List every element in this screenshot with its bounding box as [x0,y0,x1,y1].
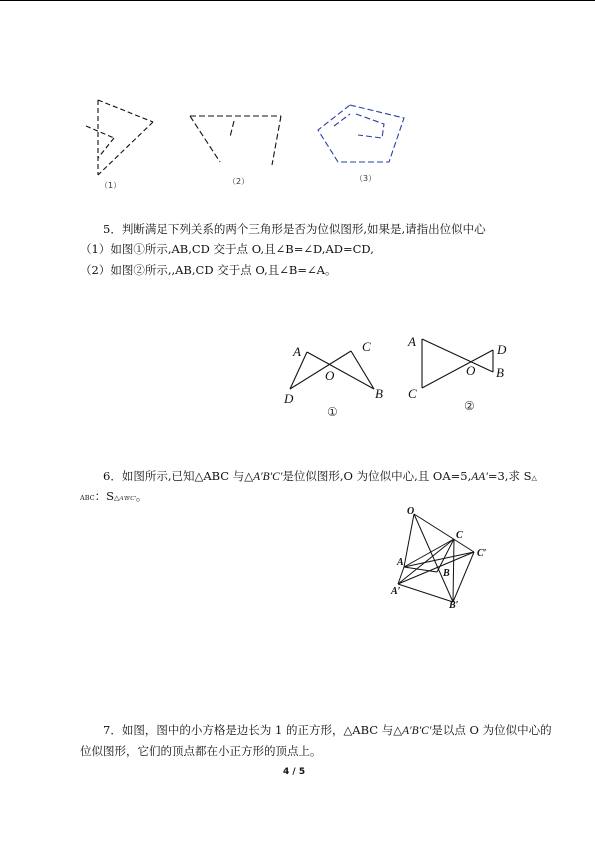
q5-title: 5．判断满足下列关系的两个三角形是否为位似图形,如果是,请指出位似中心 [103,222,486,236]
q5-fig1-label-d: D [284,391,294,406]
q5-fig2-label-c: C [408,386,417,401]
q6-period: 。 [135,489,148,503]
figure-1-sketch [82,98,152,178]
q5-fig1-label-a: A [293,344,301,359]
q7-text-a: 7．如图，图中的小方格是边长为 1 的正方形，△ABC 与△ [103,723,403,737]
q6-fig-label-c: C [456,530,463,541]
q6-sub-prime: A′B′C′ [119,495,136,502]
q5-item-2: （2）如图②所示,,AB,CD 交于点 O,且∠B=∠A。 [80,263,337,277]
q5-fig1-label-o: O [325,368,335,383]
q6-fig-label-a: A [397,557,404,568]
q6-fig-label-a-prime: A′ [391,586,401,597]
q6-text-a: 6．如图所示,已知△ABC 与△ [103,469,254,483]
q5-figure-1 [282,338,392,423]
q5-item-1: （1）如图①所示,AB,CD 交于点 O,且∠B=∠D,AD=CD, [80,242,374,256]
q6-fig-label-o: O [407,506,415,517]
q6-fig-label-b-prime: B′ [449,600,459,611]
q7-triangle-prime: A′B′C′ [402,725,432,737]
figure-1-caption: （1） [100,181,122,190]
top-rule [0,0,595,1]
figure-2-sketch [186,113,286,173]
q5-fig2-label-o: O [466,363,476,378]
q5-fig2-label-a: A [408,334,416,349]
q5-figure-2 [404,332,514,417]
q7-line-1 [103,722,552,739]
q5-fig1-caption: ① [327,405,338,419]
q6-line-2 [80,488,147,507]
q5-fig1-label-b: B [375,386,383,401]
q6-text-c: =3,求 S [487,469,532,483]
q6-text-b: 是位似图形,O 为位似中心,且 OA=5, [282,469,472,483]
q6-ratio-triangle: △ [113,494,120,502]
q5-fig2-caption: ② [464,399,475,413]
q6-triangle-prime: A′B′C′ [253,471,283,483]
q6-segment: AA′ [471,471,488,483]
q6-sub-abc: ABC [80,494,95,502]
q7-line-2: 位似图形，它们的顶点都在小正方形的顶点上。 [80,744,322,758]
q5-fig2-label-d: D [497,342,507,357]
q5-fig2-label-b: B [496,365,504,380]
q6-line-1 [103,468,537,486]
q6-fig-label-b: B [443,568,450,579]
q6-fig-label-c-prime: C′ [477,548,487,559]
figure-3-caption: （3） [355,174,377,183]
page-number: 4 / 5 [283,767,306,777]
q6-text-d: △ [531,474,537,482]
q6-ratio-s: ：S [94,489,114,503]
figure-2-caption: （2） [228,177,250,186]
q6-figure [388,502,498,612]
figure-3-sketch [314,100,424,170]
q5-fig1-label-c: C [362,339,371,354]
q7-text-b: 是以点 O 为位似中心的 [431,723,552,737]
